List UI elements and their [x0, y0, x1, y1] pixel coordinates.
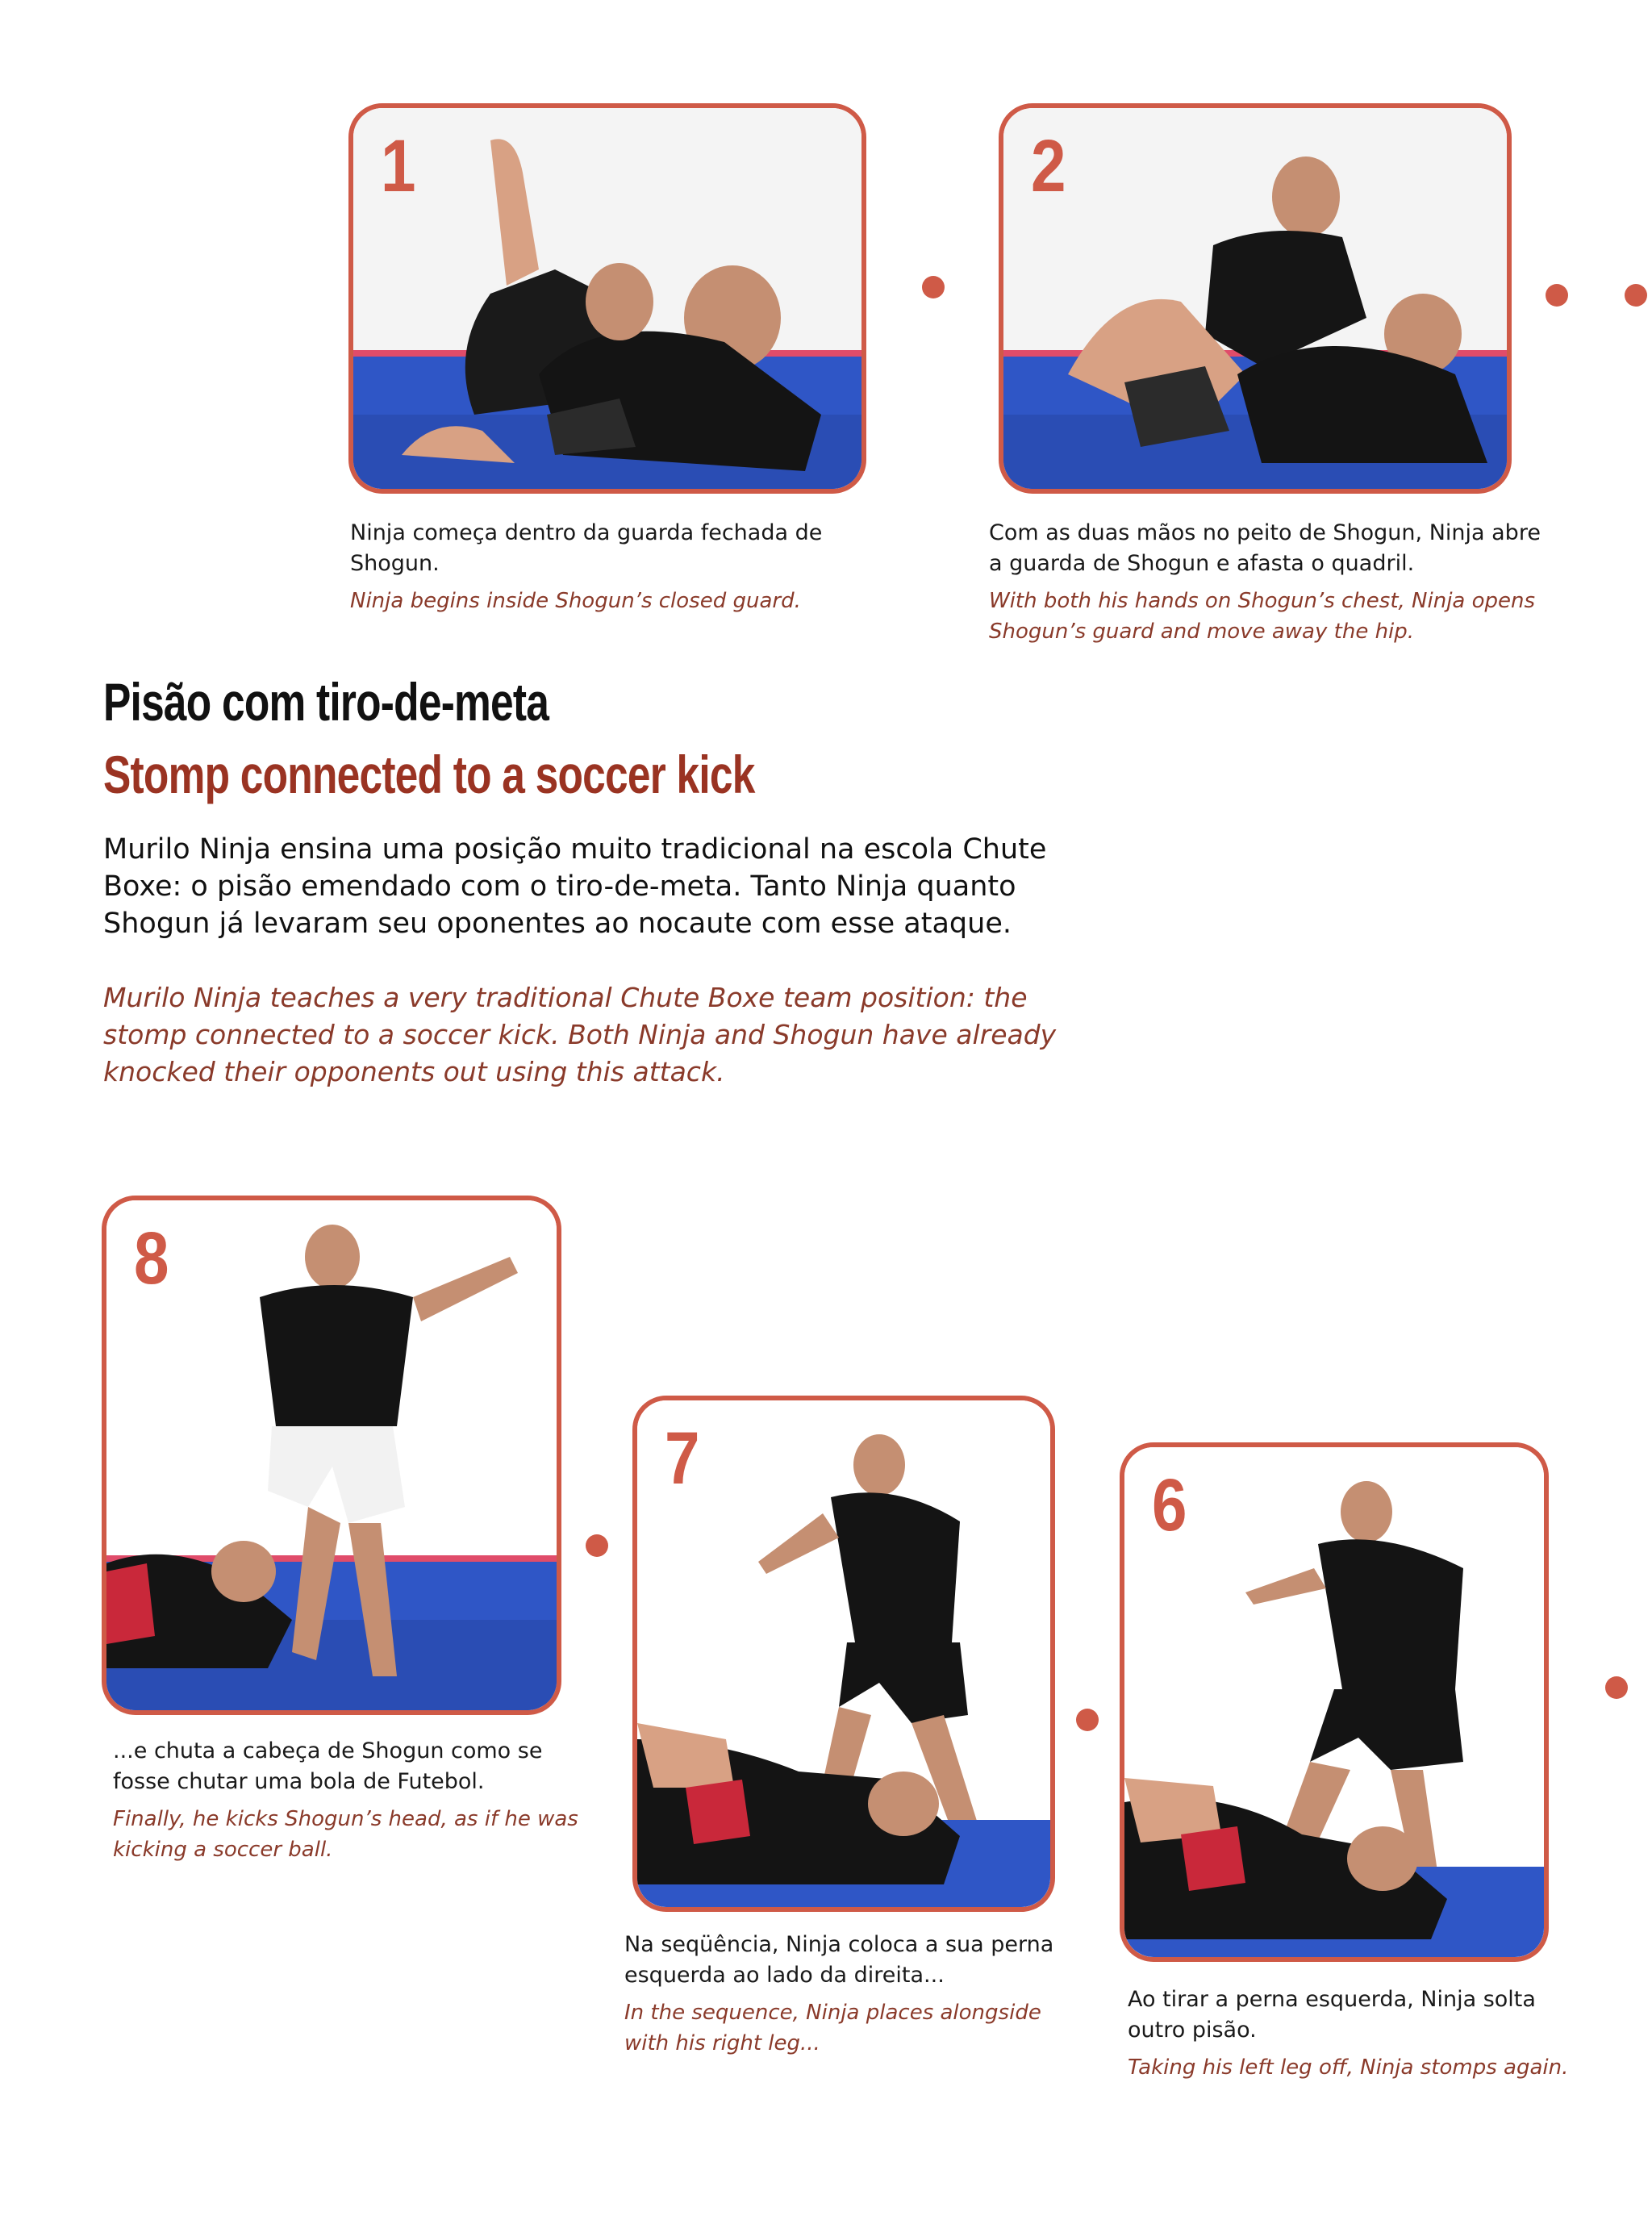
- caption-en: In the sequence, Ninja places alongside with his right leg...: [624, 2001, 1041, 2055]
- intro-text-en: Murilo Ninja teaches a very traditional Chute Boxe team position: the stomp connected to a soccer kick. Both Ninja and Shogun have already knocked their opponents out using this attack.: [103, 982, 1057, 1087]
- caption-pt: Ao tirar a perna esquerda, Ninja solta outro pisão.: [1128, 1987, 1536, 2043]
- sequence-dot: [586, 1534, 608, 1557]
- section-title: Pisão com tiro-de-meta: [103, 672, 549, 732]
- sequence-dot: [922, 276, 945, 298]
- sequence-dot: [1605, 1676, 1628, 1699]
- intro-text-pt: Murilo Ninja ensina uma posição muito tradicional na escola Chute Boxe: o pisão emendado com o tiro-de-meta. Tanto Ninja quanto Shogun já levaram seu oponentes ao nocaute com esse ataque.: [103, 833, 1047, 940]
- sequence-dot: [1546, 284, 1568, 307]
- step-7-caption: [624, 1930, 1076, 2059]
- step-number: 2: [1031, 125, 1065, 207]
- step-1-caption: [350, 518, 899, 616]
- step-number: 6: [1152, 1464, 1186, 1546]
- sequence-dot: [1625, 284, 1647, 307]
- step-1-photo: [348, 103, 866, 494]
- step-8-photo: [102, 1196, 561, 1715]
- sequence-dot: [1076, 1709, 1099, 1731]
- step-6-caption: [1128, 1984, 1579, 2083]
- step-number: 1: [381, 125, 415, 207]
- caption-en: Ninja begins inside Shogun’s closed guard.: [350, 589, 801, 613]
- caption-pt: ...e chuta a cabeça de Shogun como se fosse chutar uma bola de Futebol.: [113, 1738, 543, 1794]
- caption-en: Taking his left leg off, Ninja stomps again.: [1128, 2055, 1569, 2080]
- caption-en: Finally, he kicks Shogun’s head, as if he was kicking a soccer ball.: [113, 1807, 578, 1862]
- caption-pt: Na seqüência, Ninja coloca a sua perna esquerda ao lado da direita...: [624, 1932, 1054, 1988]
- step-7-photo: [632, 1396, 1055, 1912]
- step-6-photo: [1120, 1442, 1549, 1962]
- caption-pt: Com as duas mãos no peito de Shogun, Ninja abre a guarda de Shogun e afasta o quadril.: [989, 520, 1541, 576]
- step-8-caption: [113, 1736, 597, 1865]
- caption-en: With both his hands on Shogun’s chest, Ninja opens Shogun’s guard and move away the hip.: [989, 589, 1536, 644]
- caption-pt: Ninja começa dentro da guarda fechada de Shogun.: [350, 520, 823, 576]
- step-2-photo: [999, 103, 1512, 494]
- step-2-caption: [989, 518, 1554, 647]
- step-number: 8: [134, 1217, 168, 1300]
- section-subtitle: Stomp connected to a soccer kick: [103, 745, 755, 804]
- step-number: 7: [665, 1417, 699, 1500]
